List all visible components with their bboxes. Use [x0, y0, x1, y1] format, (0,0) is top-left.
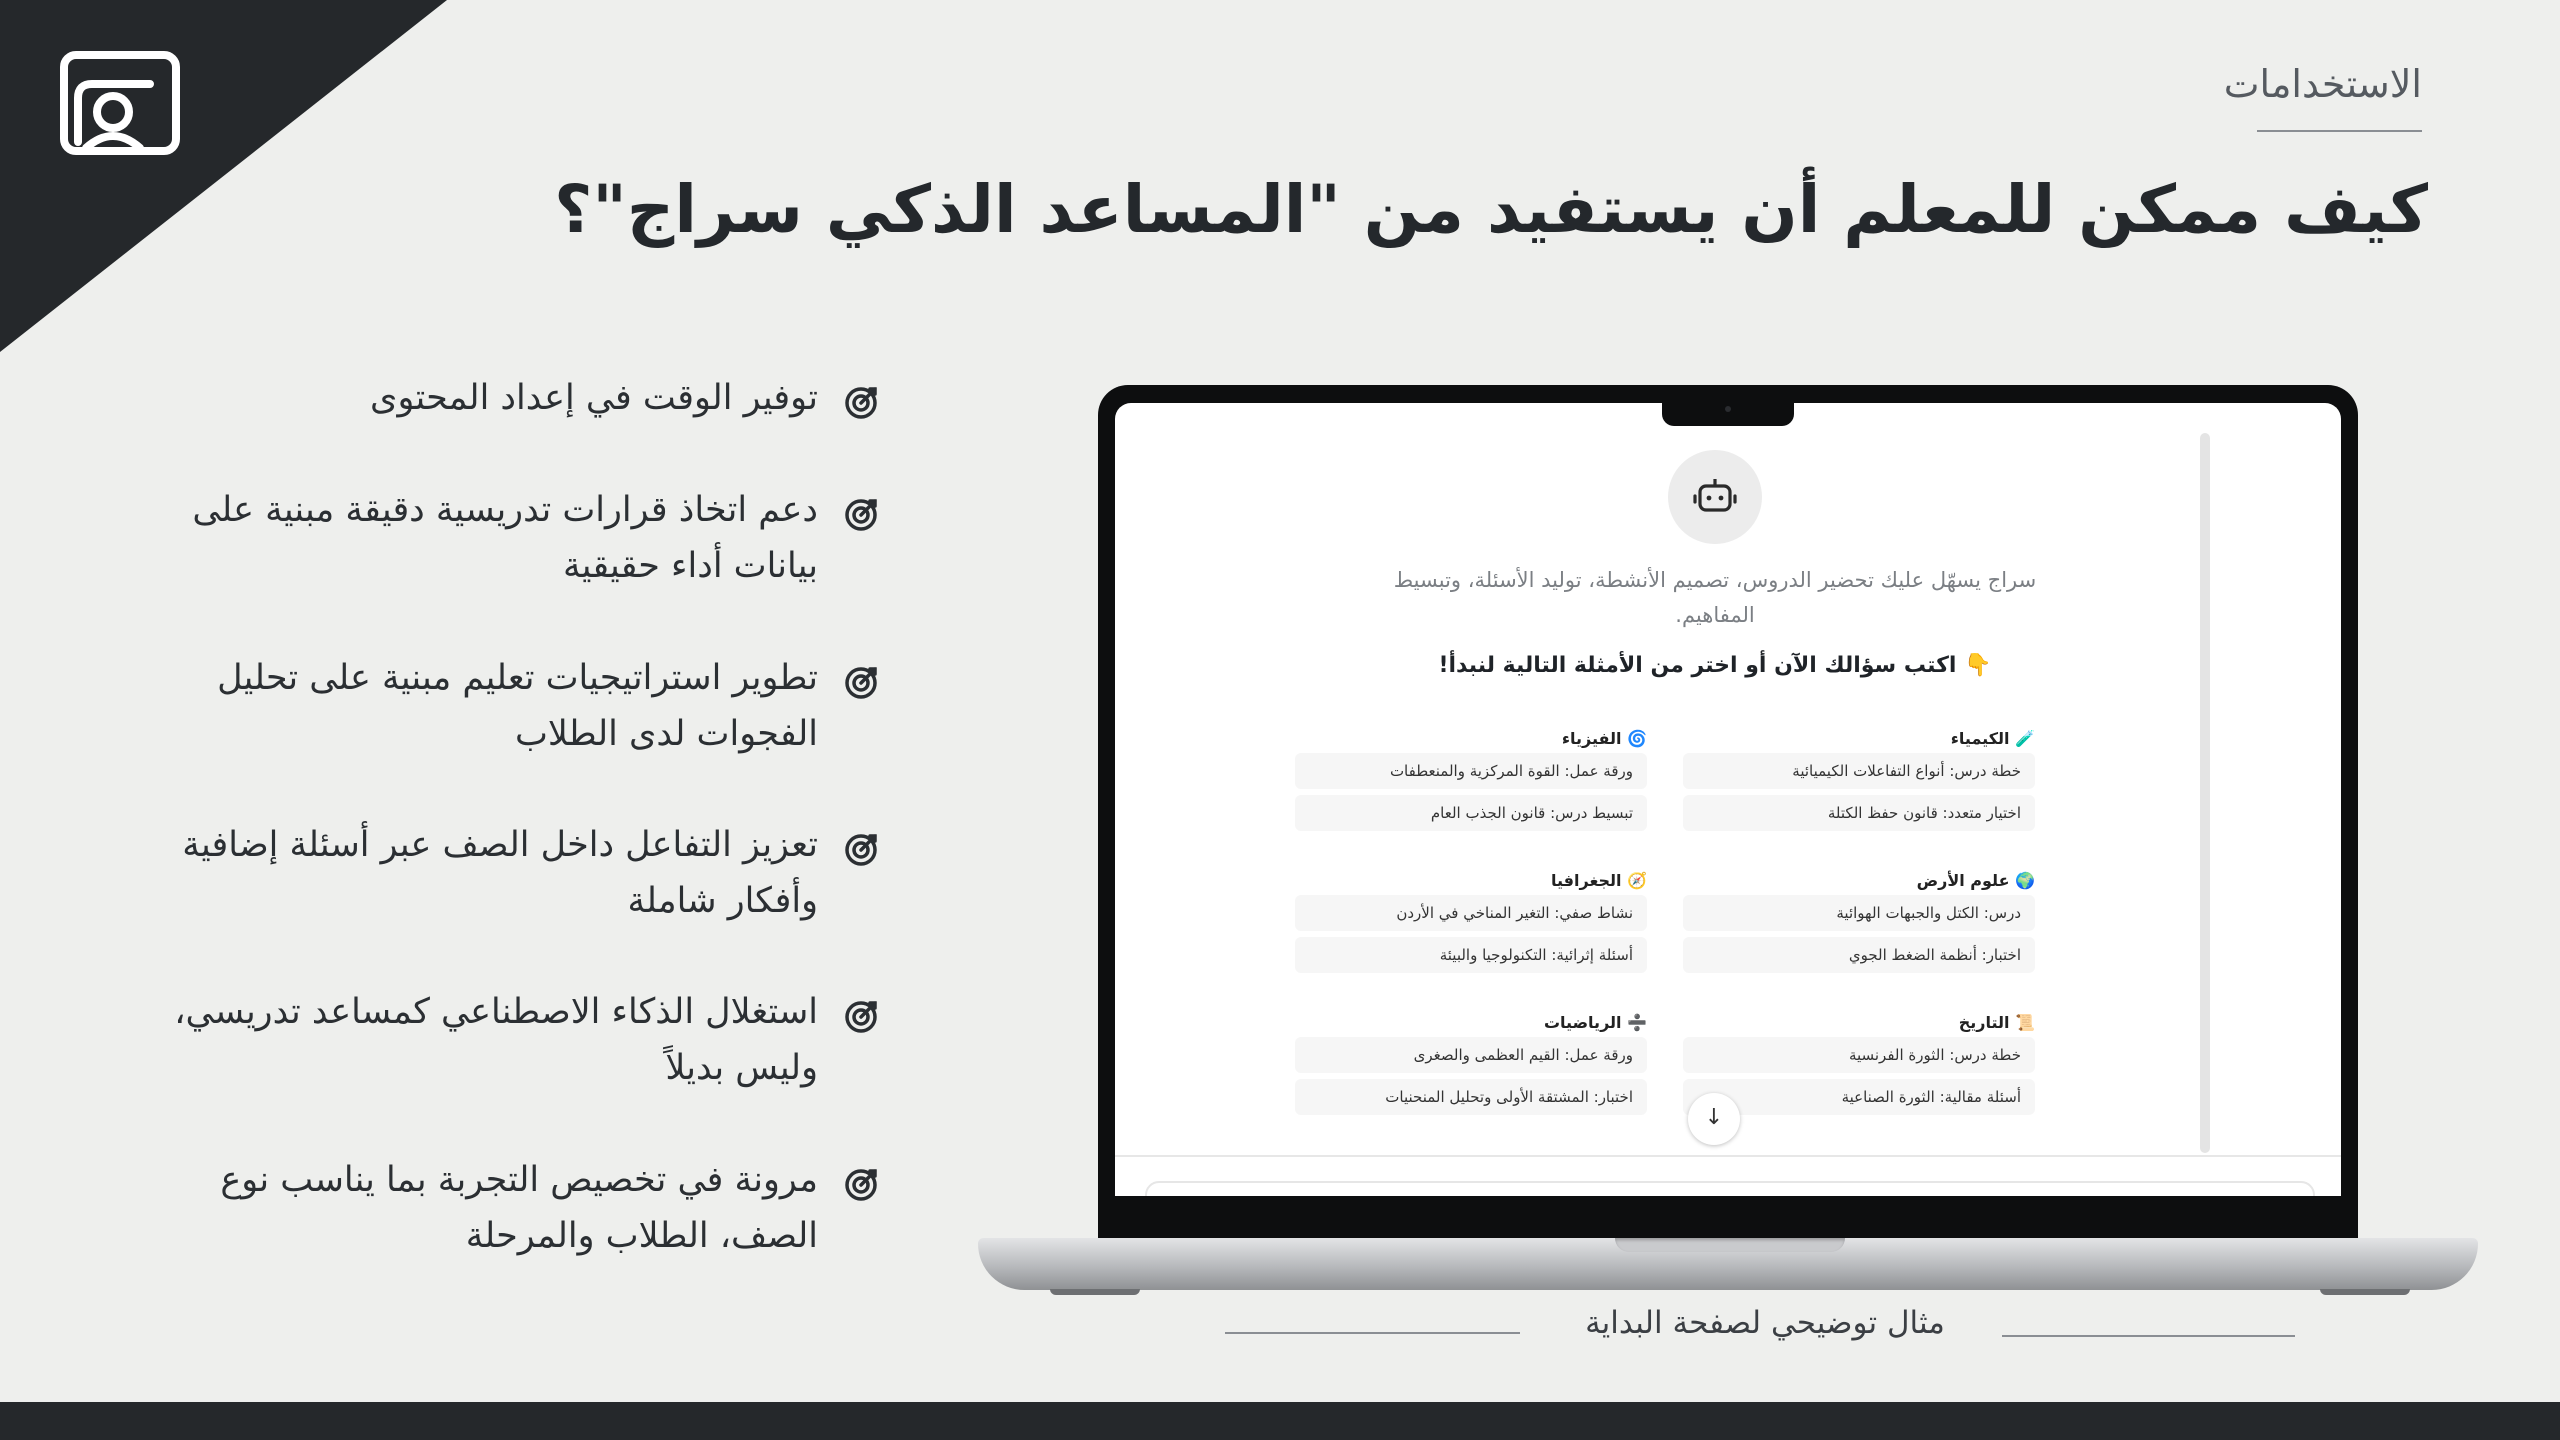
caption-line: [2002, 1335, 2295, 1337]
scrollbar[interactable]: [2200, 433, 2210, 1153]
scroll-down-button[interactable]: ↓: [1688, 1093, 1740, 1145]
target-icon: [844, 496, 880, 532]
divider: [1115, 1155, 2341, 1157]
example-chip[interactable]: اختيار متعدد: قانون حفظ الكتلة: [1683, 795, 2035, 831]
benefit-item: [150, 370, 880, 490]
example-chip[interactable]: اختبار: أنظمة الضغط الجوي: [1683, 937, 2035, 973]
category-chemistry-title: 🧪 الكيمياء: [1950, 729, 2035, 748]
example-chip[interactable]: تبسيط درس: قانون الجذب العام: [1295, 795, 1647, 831]
example-chip[interactable]: ورقة عمل: القيم العظمى والصغرى: [1295, 1037, 1647, 1073]
target-icon: [844, 831, 880, 867]
category-math-title: ➗ الرياضيات: [1543, 1013, 1647, 1032]
welcome-text: سراج يسهّل عليك تحضير الدروس، تصميم الأنشطة، توليد الأسئلة، وتبسيط المفاهيم.: [1393, 568, 2037, 627]
target-icon: [844, 384, 880, 420]
example-chip[interactable]: درس: الكتل والجبهات الهوائية: [1683, 895, 2035, 931]
benefit-item: [150, 650, 880, 770]
example-chip[interactable]: خطة درس: أنواع التفاعلات الكيميائية: [1683, 753, 2035, 789]
benefit-item: [150, 1152, 880, 1272]
benefit-text: توفير الوقت في إعداد المحتوى: [370, 378, 818, 418]
example-chip[interactable]: أسئلة مقالية: الثورة الصناعية: [1683, 1079, 2035, 1115]
example-chip[interactable]: ورقة عمل: القوة المركزية والمنعطفات: [1295, 753, 1647, 789]
category-physics-title: 🌀 الفيزياء: [1561, 729, 1647, 748]
benefit-item: [150, 817, 880, 937]
laptop-screen: [1115, 403, 2341, 1196]
benefit-text: تطوير استراتيجيات تعليم مبنية على تحليل الفجوات لدى الطلاب: [217, 658, 818, 754]
target-icon: [844, 1166, 880, 1202]
section-underline: [2257, 130, 2422, 132]
camera-lens: [1725, 406, 1731, 412]
prompt-heading: 👇 اكتب سؤالك الآن أو اختر من الأمثلة التالية لنبدأ!: [1438, 653, 1992, 678]
laptop-base-notch: [1615, 1238, 1845, 1252]
example-chip[interactable]: اختبار: المشتقة الأولى وتحليل المنحنيات: [1295, 1079, 1647, 1115]
camera-notch: [1662, 400, 1794, 426]
category-earth-science-title: 🌍 علوم الأرض: [1916, 871, 2035, 890]
laptop-foot: [1050, 1289, 1140, 1295]
laptop-foot: [2320, 1289, 2410, 1295]
benefit-text: استغلال الذكاء الاصطناعي كمساعد تدريسي، وليس بديلاً: [174, 992, 818, 1088]
benefit-item: [150, 482, 880, 602]
benefit-text: دعم اتخاذ قرارات تدريسية دقيقة مبنية على بيانات أداء حقيقية: [192, 490, 818, 586]
caption-line: [1225, 1332, 1520, 1334]
example-chip[interactable]: خطة درس: الثورة الفرنسية: [1683, 1037, 2035, 1073]
footer-bar: [0, 1402, 2560, 1440]
screenshot-caption: مثال توضيحي لصفحة البداية: [1585, 1305, 1945, 1341]
target-icon: [844, 664, 880, 700]
example-chip[interactable]: نشاط صفي: التغير المناخي في الأردن: [1295, 895, 1647, 931]
category-geography-title: 🧭 الجغرافيا: [1551, 871, 1647, 890]
category-history-title: 📜 التاريخ: [1958, 1013, 2035, 1032]
benefit-item: [150, 984, 880, 1104]
chat-input[interactable]: [1145, 1181, 2315, 1196]
example-chip[interactable]: أسئلة إثرائية: التكنولوجيا والبيئة: [1295, 937, 1647, 973]
benefit-text: تعزيز التفاعل داخل الصف عبر أسئلة إضافية وأفكار شاملة: [182, 825, 818, 921]
bot-avatar: [1668, 450, 1762, 544]
section-label: الاستخدامات: [2223, 62, 2422, 106]
target-icon: [844, 998, 880, 1034]
robot-icon: [1692, 474, 1738, 520]
page-title: كيف ممكن للمعلم أن يستفيد من "المساعد الذكي سراج"؟: [554, 171, 2428, 248]
corner-decoration: [0, 0, 450, 355]
benefit-text: مرونة في تخصيص التجربة بما يناسب نوع الصف، الطلاب والمرحلة: [220, 1160, 818, 1256]
